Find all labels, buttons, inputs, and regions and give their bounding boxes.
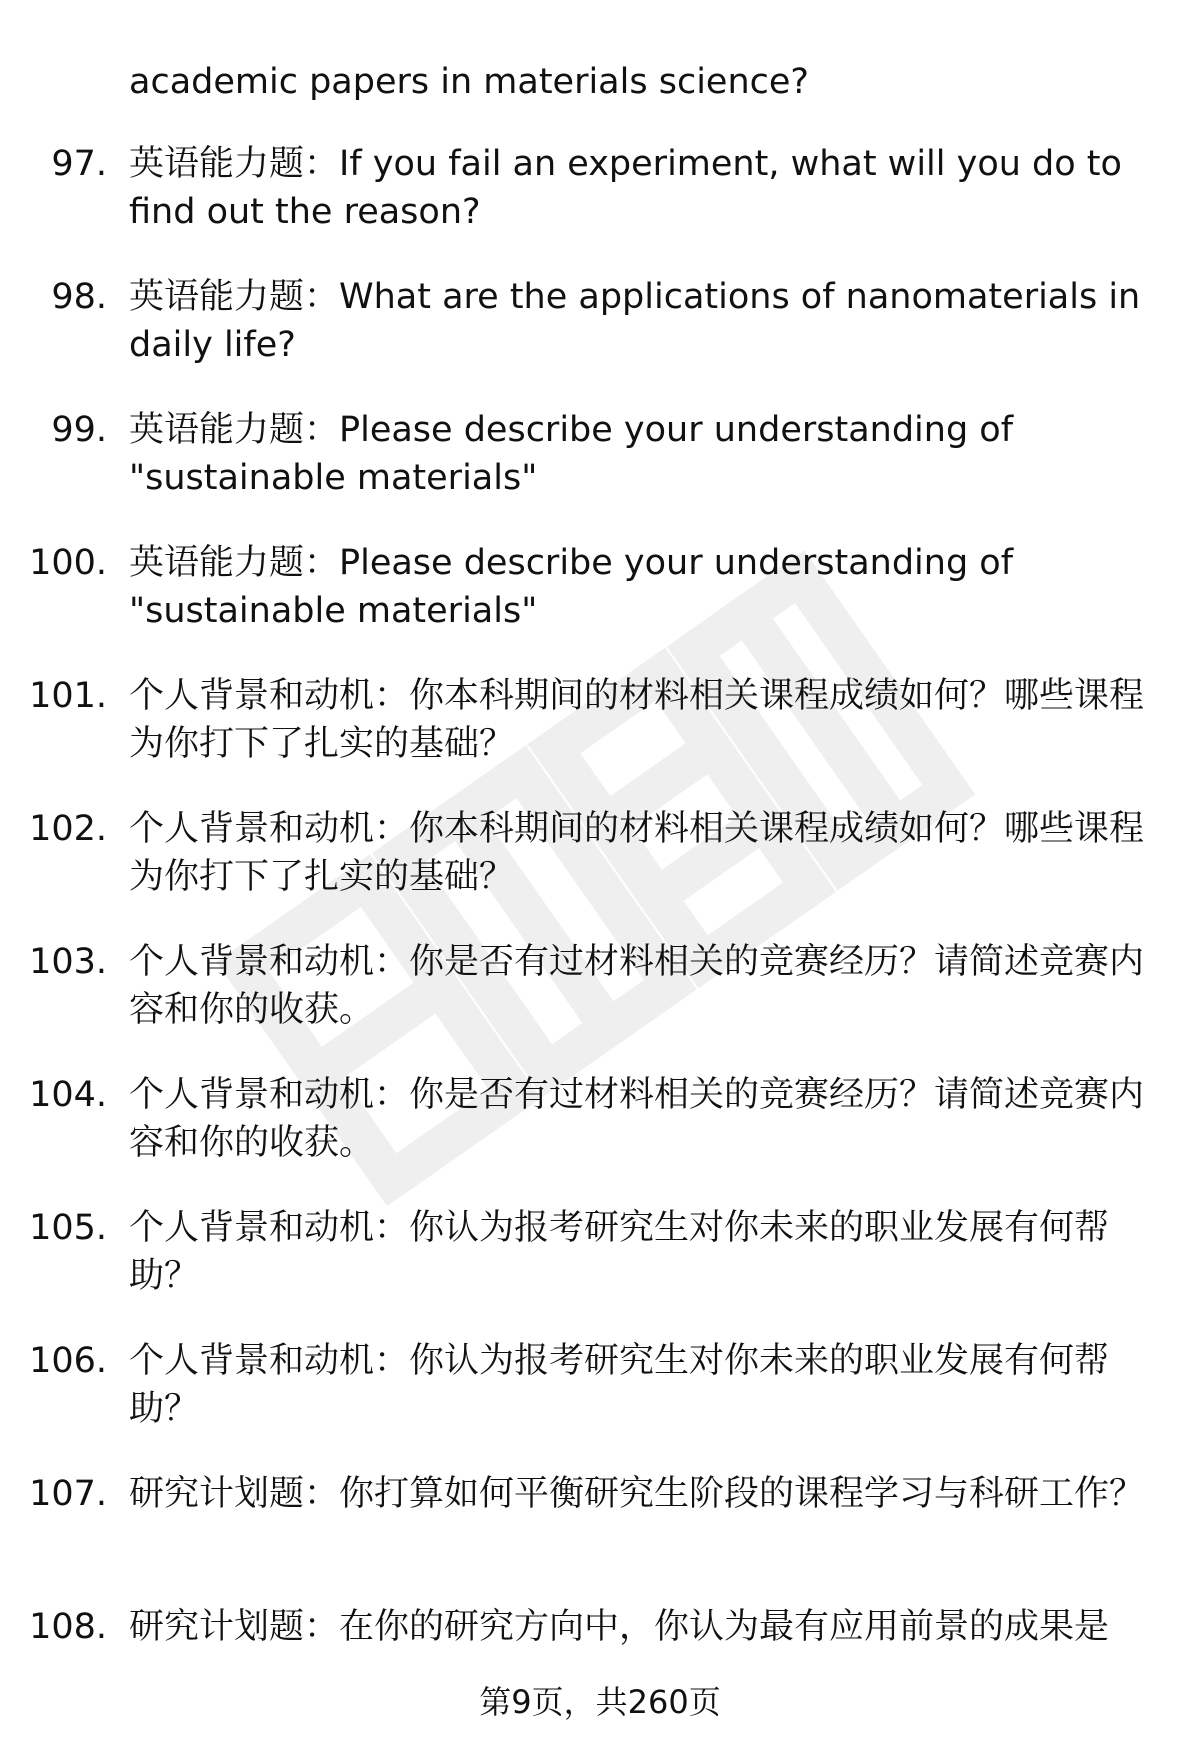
question-text: 英语能力题：What are the applications of nanomaterials in daily life?: [129, 277, 1141, 365]
question-number: 102.: [29, 809, 107, 849]
question-list: [0, 140, 1200, 1736]
question-item: [0, 539, 1200, 672]
question-number: 105.: [29, 1208, 107, 1248]
question-number: 106.: [29, 1341, 107, 1381]
question-text: 英语能力题：If you fail an experiment, what will you do to find out the reason?: [129, 144, 1122, 232]
question-item: [0, 938, 1200, 1071]
page-footer: 第9页，共260页: [479, 1683, 721, 1721]
question-text: 个人背景和动机：你本科期间的材料相关课程成绩如何？哪些课程为你打下了扎实的基础？: [129, 676, 1145, 764]
question-number: 100.: [29, 543, 107, 583]
question-text: 个人背景和动机：你是否有过材料相关的竞赛经历？请简述竞赛内容和你的收获。: [129, 942, 1145, 1030]
question-text: 个人背景和动机：你本科期间的材料相关课程成绩如何？哪些课程为你打下了扎实的基础？: [129, 809, 1145, 897]
question-number: 99.: [51, 410, 107, 450]
question-item: [0, 805, 1200, 938]
question-text: 英语能力题：Please describe your understanding of "sustainable materials": [129, 410, 1014, 498]
question-text: 研究计划题：你打算如何平衡研究生阶段的课程学习与科研工作？: [129, 1474, 1145, 1514]
question-item: [0, 1337, 1200, 1470]
question-text: 英语能力题：Please describe your understanding of "sustainable materials": [129, 543, 1014, 631]
question-item: [0, 1071, 1200, 1204]
question-item: [0, 1470, 1200, 1603]
question-number: 103.: [29, 942, 107, 982]
question-item: [0, 672, 1200, 805]
question-text: 个人背景和动机：你认为报考研究生对你未来的职业发展有何帮助？: [129, 1208, 1110, 1296]
question-item: [0, 1204, 1200, 1337]
question-text: 研究计划题：在你的研究方向中，你认为最有应用前景的成果是: [129, 1607, 1110, 1647]
question-number: 104.: [29, 1075, 107, 1115]
question-text: 个人背景和动机：你是否有过材料相关的竞赛经历？请简述竞赛内容和你的收获。: [129, 1075, 1145, 1163]
question-text: 个人背景和动机：你认为报考研究生对你未来的职业发展有何帮助？: [129, 1341, 1110, 1429]
question-number: 107.: [29, 1474, 107, 1514]
question-item: [0, 273, 1200, 406]
question-number: 101.: [29, 676, 107, 716]
question-item: [0, 406, 1200, 539]
question-number: 97.: [51, 144, 107, 184]
question-item: [0, 140, 1200, 273]
question-number: 108.: [29, 1607, 107, 1647]
question-number: 98.: [51, 277, 107, 317]
continued-question-text: academic papers in materials science?: [129, 62, 809, 102]
